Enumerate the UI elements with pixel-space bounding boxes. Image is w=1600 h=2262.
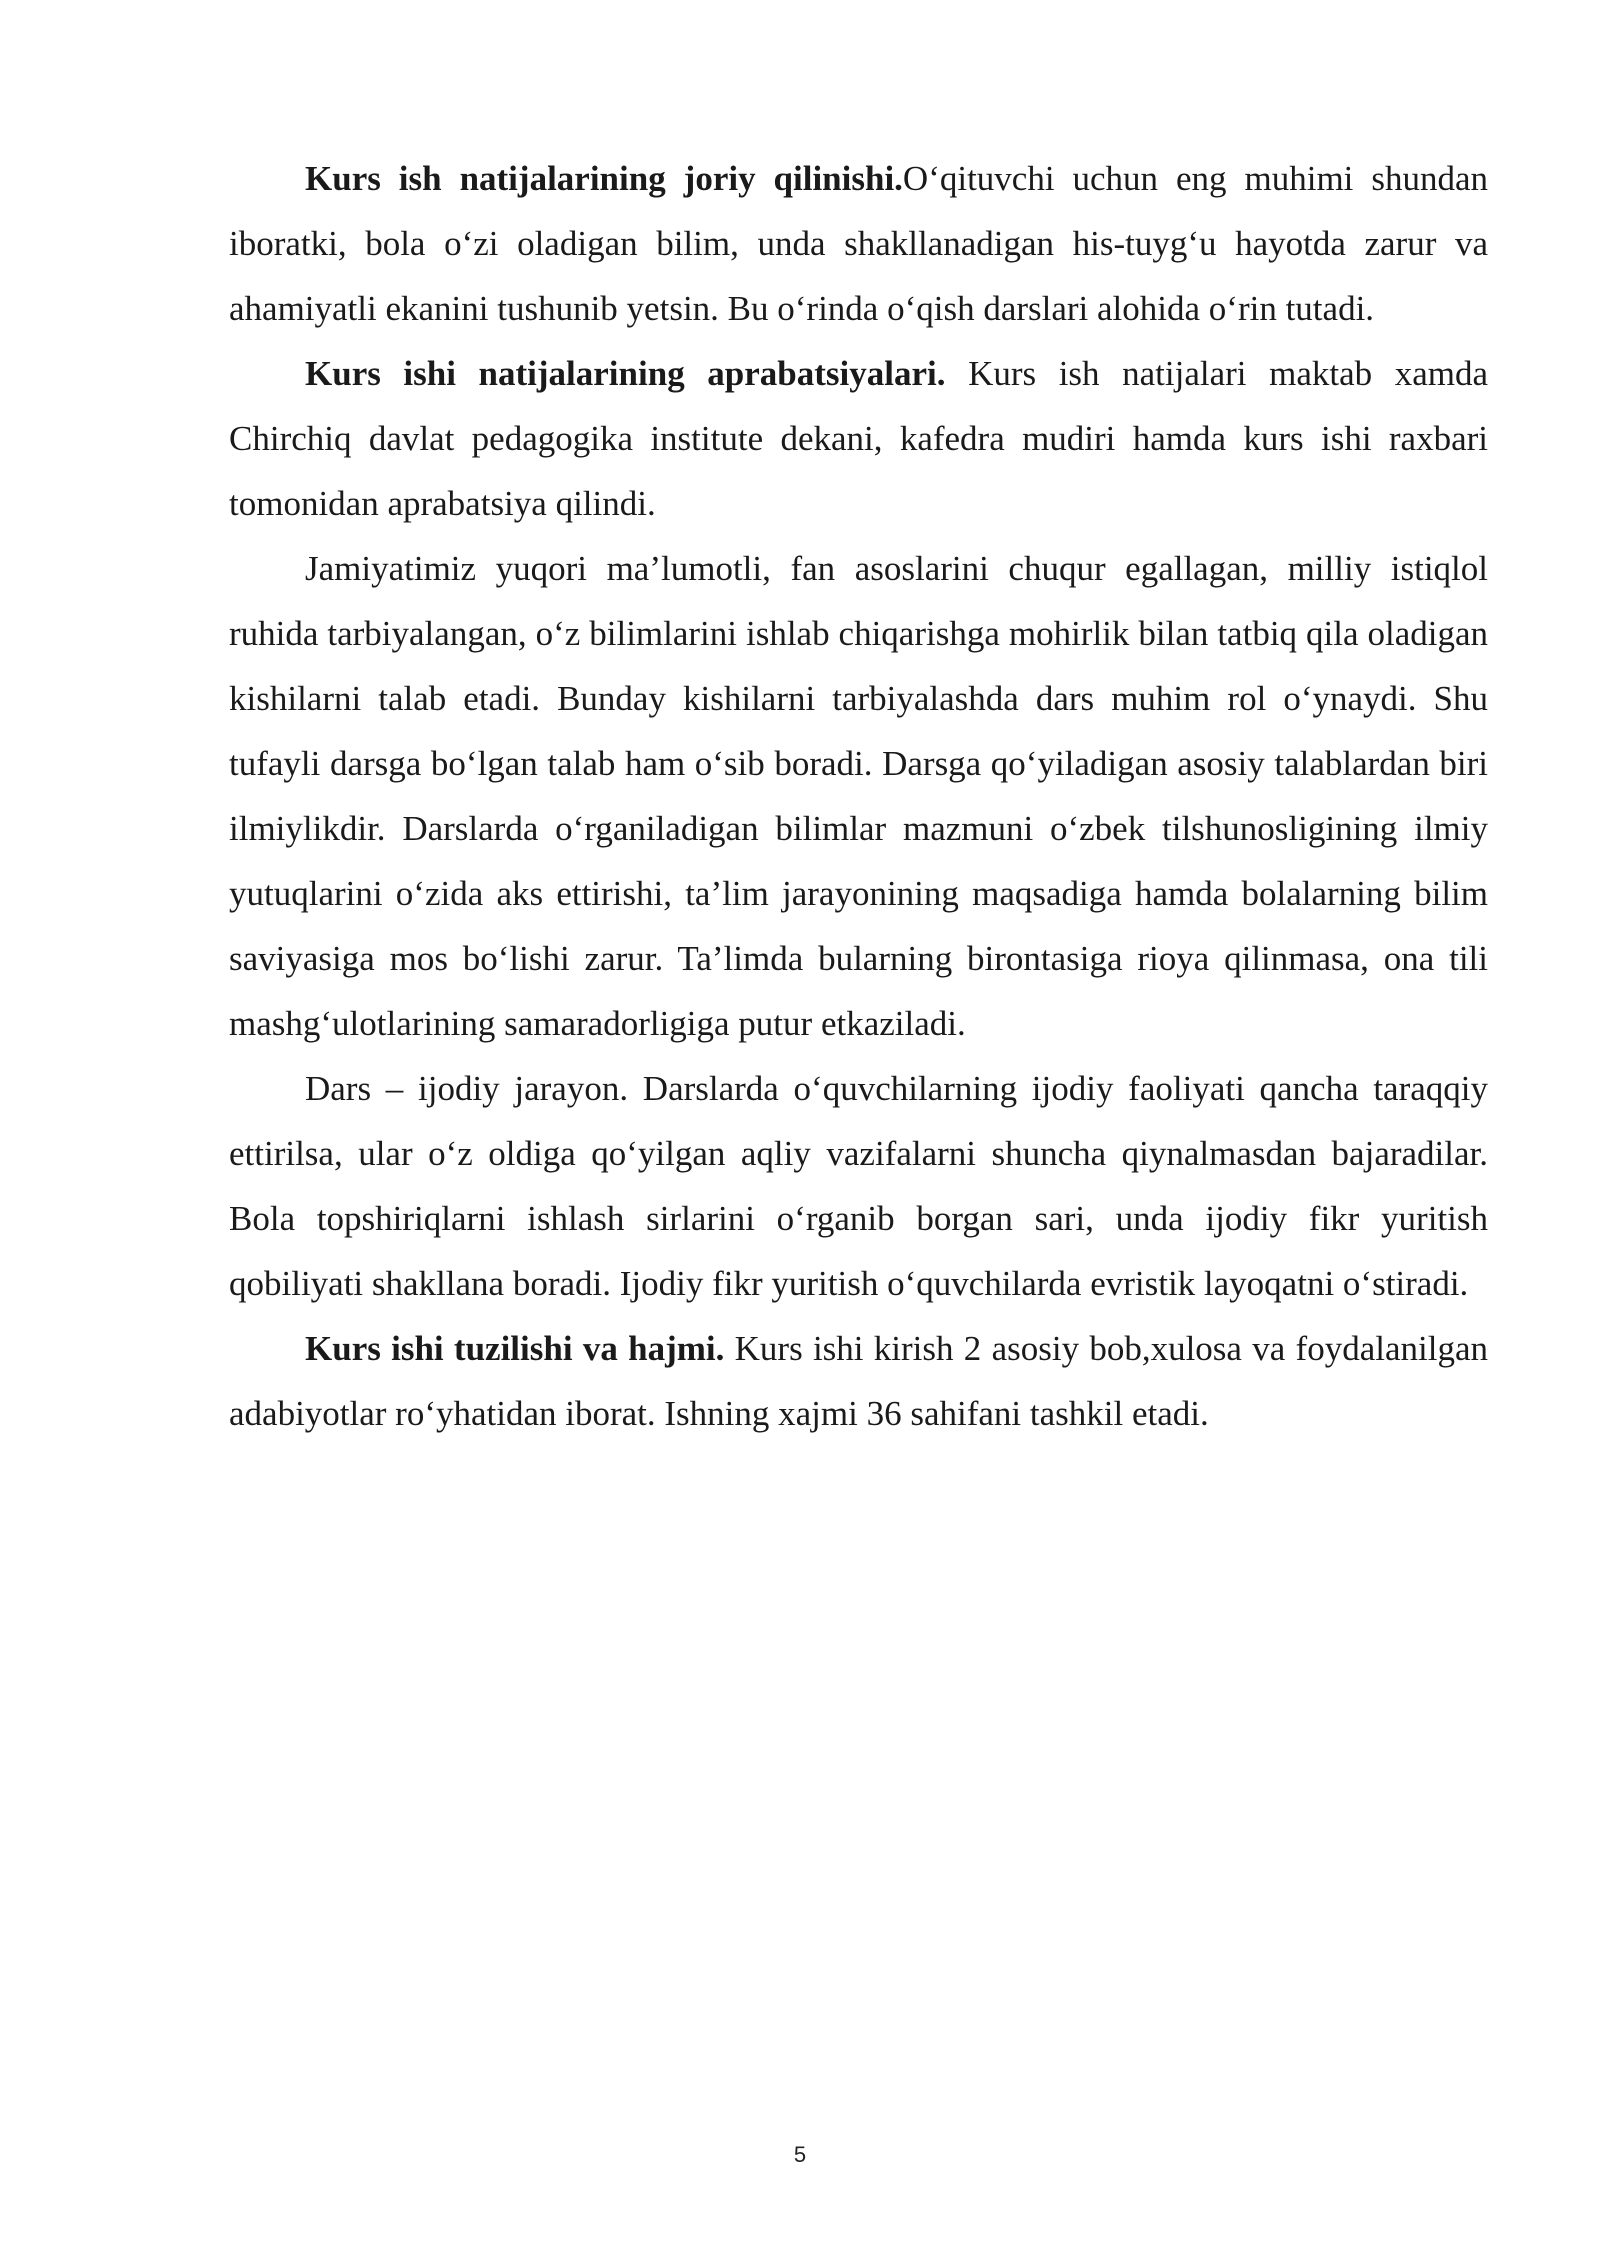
paragraph-structure	[229, 1316, 1488, 1446]
paragraph-heading: Kurs ish natijalarining joriy qilinishi.	[305, 159, 903, 198]
body-text	[229, 146, 1488, 1446]
paragraph-text: Kurs ish natijalari maktab xamda Chirchiq davlat pedagogika institute dekani, kafedra mudiri hamda kurs ishi raxbari tomonidan aprabatsiya qilindi.	[229, 354, 1489, 523]
paragraph-implementation	[229, 146, 1488, 341]
paragraph-approbation	[229, 341, 1488, 536]
paragraph-heading: Kurs ishi tuzilishi va hajmi.	[305, 1329, 725, 1368]
paragraph-society	[229, 536, 1488, 1056]
paragraph-creative-process	[229, 1056, 1488, 1316]
page-number: 5	[793, 2142, 807, 2167]
paragraph-text: Kurs ishi kirish 2 asosiy bob,xulosa va foydalanilgan adabiyotlar ro‘yhatidan iborat. Ishning xajmi 36 sahifani tashkil etadi.	[229, 1329, 1488, 1433]
paragraph-text: Dars – ijodiy jarayon. Darslarda o‘quvchilarning ijodiy faoliyati qancha taraqqiy ettirilsa, ular o‘z oldiga qo‘yilgan aqliy vazifalarni shuncha qiynalmasdan bajaradilar. Bola topshiriqlarni ishlash sirlarini o‘rganib borgan sari, unda ijodiy fikr yuritish qobiliyati shakllana boradi. Ijodiy fikr yuritish o‘quvchilarda evristik layoqatni o‘stiradi.	[229, 1069, 1488, 1303]
paragraph-heading: Kurs ishi natijalarining aprabatsiyalari.	[305, 354, 946, 393]
paragraph-text: O‘qituvchi uchun eng muhimi shundan iboratki, bola o‘zi oladigan bilim, unda shakllanadigan his-tuyg‘u hayotda zarur va ahamiyatli ekanini tushunib yetsin. Bu o‘rinda o‘qish darslari alohida o‘rin tutadi.	[229, 159, 1489, 328]
paragraph-text: Jamiyatimiz yuqori ma’lumotli, fan asoslarini chuqur egallagan, milliy istiqlol ruhida tarbiyalangan, o‘z bilimlarini ishlab chiqarishga mohirlik bilan tatbiq qila oladigan kishilarni talab etadi. Bunday kishilarni tarbiyalashda dars muhim rol o‘ynaydi. Shu tufayli darsga bo‘lgan talab ham o‘sib boradi. Darsga qo‘yiladigan asosiy talablardan biri ilmiylikdir. Darslarda o‘rganiladigan bilimlar mazmuni o‘zbek tilshunosligining ilmiy yutuqlarini o‘zida aks ettirishi, ta’lim jarayonining maqsadiga hamda bolalarning bilim saviyasiga mos bo‘lishi zarur. Ta’limda bularning birontasiga rioya qilinmasa, ona tili mashg‘ulotlarining samaradorligiga putur etkaziladi.	[229, 549, 1488, 1043]
